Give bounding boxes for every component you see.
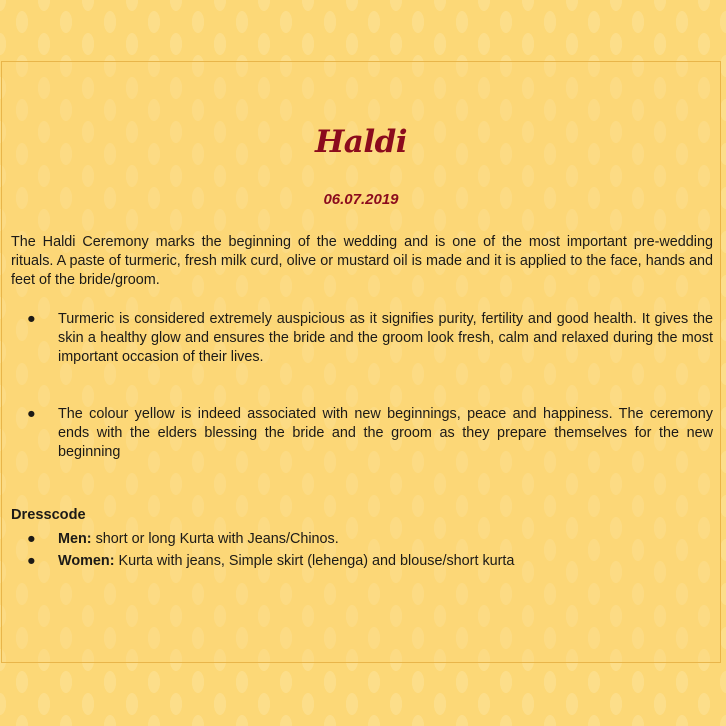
bullet-text: The colour yellow is indeed associated with new beginnings, peace and happiness. The ceremony ends with the elders blessing the bride and the groom as they prepare themselves for the new beginning [58, 406, 713, 460]
bullet-text: Turmeric is considered extremely auspicious as it signifies purity, fertility and good health. It gives the skin a healthy glow and ensures the bride and the groom look fresh, calm and relaxed during the most important occasion of their lives. [58, 311, 713, 365]
dresscode-heading: Dresscode [11, 507, 86, 523]
dresscode-label: Men: [58, 531, 92, 547]
bullet-icon: ● [27, 553, 36, 569]
event-card [1, 61, 721, 663]
bullet-icon: ● [27, 531, 36, 547]
bullet-icon: ● [27, 406, 36, 422]
list-item [2, 550, 722, 572]
event-date: 06.07.2019 [323, 191, 399, 208]
list-item [2, 310, 713, 367]
dresscode-text: Kurta with jeans, Simple skirt (lehenga) and blouse/short kurta [114, 553, 515, 569]
list-item [2, 528, 722, 550]
dresscode-list [2, 528, 722, 572]
dresscode-label: Women: [58, 553, 115, 569]
list-item [2, 405, 713, 462]
dresscode-text: short or long Kurta with Jeans/Chinos. [91, 531, 339, 547]
event-intro: The Haldi Ceremony marks the beginning of the wedding and is one of the most important pre-wedding rituals. A paste of turmeric, fresh milk curd, olive or mustard oil is made and it is applied to the face, hands and feet of the bride/groom. [11, 234, 713, 288]
event-title: Haldi [314, 124, 408, 160]
event-bullets [2, 310, 722, 500]
bullet-icon: ● [27, 311, 36, 327]
